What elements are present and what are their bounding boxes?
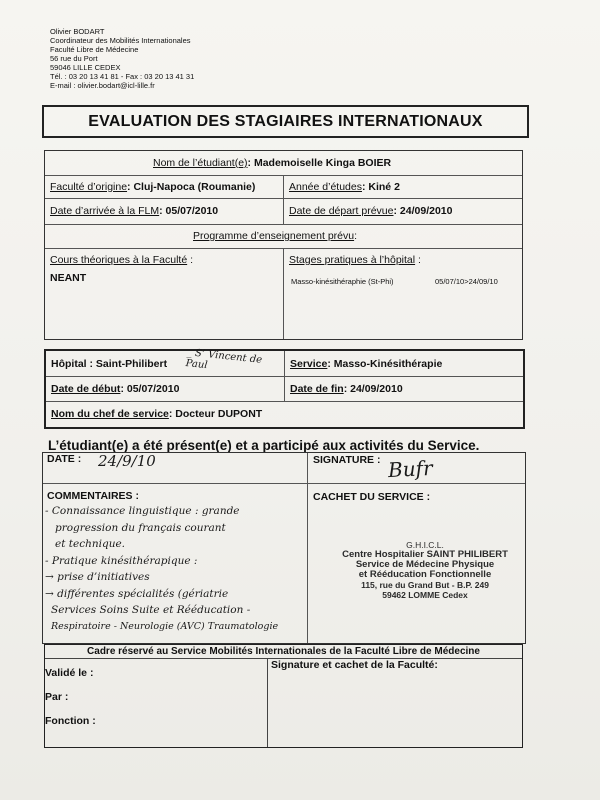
stamp-line: 59462 LOMME Cedex	[382, 590, 468, 600]
stamp-line: G.H.I.C.L.	[406, 540, 444, 550]
hospital-row	[46, 347, 523, 377]
sender-line: Olivier BODART	[50, 27, 105, 36]
internship-dates: 05/07/10>24/09/10	[435, 277, 498, 286]
program-colon: :	[354, 230, 358, 242]
program-label: Programme d’enseignement prévu	[193, 230, 355, 242]
hospital-label: Hôpital : Saint-Philibert	[51, 357, 168, 370]
divider	[283, 175, 284, 198]
departure-label: Date de départ prévue	[289, 205, 394, 217]
departure-cell	[289, 198, 452, 224]
date-handwritten: 24/9/10	[98, 452, 156, 470]
courses-value: NEANT	[50, 272, 87, 284]
divider	[284, 376, 285, 401]
sender-block	[50, 27, 194, 90]
hospital-cell	[51, 351, 167, 376]
student-name-row	[45, 151, 522, 176]
stamp-label: CACHET DU SERVICE :	[313, 491, 431, 503]
comment-line: Respiratoire - Neurologie (AVC) Traumatologie	[51, 620, 279, 632]
comments-handwritten	[45, 503, 345, 635]
divider	[283, 248, 284, 339]
divider	[267, 658, 268, 747]
chief-row	[46, 401, 523, 426]
presence-statement: L’étudiant(e) a été présent(e) et a participé aux activités du Service.	[48, 438, 480, 453]
comment-line: Services Soins Suite et Rééducation -	[51, 604, 251, 616]
comment-line: - Pratique kinésithérapique :	[45, 554, 198, 567]
by-label: Par :	[45, 691, 69, 703]
hospital-dates-row	[46, 376, 523, 402]
stamp-line: Service de Médecine Physique	[355, 559, 495, 570]
service-label: Service	[290, 357, 328, 370]
courses-cell	[50, 254, 193, 284]
comment-line: progression du français courant	[55, 521, 226, 534]
student-name-cell	[153, 151, 391, 175]
student-name-value: : Mademoiselle Kinga BOIER	[247, 157, 392, 169]
chief-label: Nom du chef de service	[51, 407, 169, 420]
program-row	[45, 224, 522, 249]
date-label: DATE :	[47, 453, 82, 465]
divider	[283, 198, 284, 224]
divider	[43, 483, 525, 484]
arrival-cell	[50, 198, 218, 224]
end-value: : 24/09/2010	[343, 382, 403, 395]
service-value: : Masso-Kinésithérapie	[327, 357, 443, 370]
faculty-signature-label: Signature et cachet de la Faculté:	[271, 659, 438, 671]
student-info-table	[44, 150, 523, 340]
start-label: Date de début	[51, 382, 121, 395]
service-cell	[290, 351, 442, 376]
service-stamp	[335, 540, 515, 600]
end-label: Date de fin	[290, 382, 344, 395]
arrival-value: : 05/07/2010	[159, 205, 219, 217]
student-name-label: Nom de l’étudiant(e)	[153, 157, 248, 169]
faculty-reserved-table	[44, 644, 523, 748]
year-value: : Kiné 2	[361, 180, 400, 193]
function-label: Fonction :	[45, 715, 96, 727]
courses-colon: :	[190, 254, 193, 266]
faculty-header-row	[45, 645, 522, 659]
dates-row	[45, 198, 522, 225]
stamp-line: et Rééducation Fonctionnelle	[358, 569, 492, 580]
comments-label: COMMENTAIRES :	[47, 490, 139, 502]
arrival-label: Date d’arrivée à la FLM	[50, 205, 160, 217]
sender-line: Tél. : 03 20 13 41 81 - Fax : 03 20 13 41 31	[50, 72, 195, 81]
faculty-cell	[50, 175, 255, 198]
start-cell	[51, 376, 179, 401]
faculty-row	[45, 175, 522, 199]
departure-value: : 24/09/2010	[393, 205, 453, 217]
sender-line: E-mail : olivier.bodart@icl-lille.fr	[50, 81, 155, 90]
sender-line: 56 rue du Port	[50, 54, 98, 63]
internships-label: Stages pratiques à l’hôpital	[289, 254, 416, 266]
sender-line: Coordinateur des Mobilités Internationales	[50, 36, 191, 45]
internships-cell	[289, 254, 421, 266]
comment-line: → prise d’initiatives	[45, 571, 150, 583]
chief-cell	[51, 401, 262, 426]
hospital-table	[44, 349, 525, 429]
hospital-handwritten-note: _ S’ Vincent de Paul	[185, 347, 263, 372]
courses-label: Cours théoriques à la Faculté	[50, 254, 188, 266]
divider	[284, 351, 285, 376]
comment-line: - Connaissance linguistique : grande	[45, 505, 240, 517]
validated-label: Validé le :	[45, 667, 94, 679]
stamp-line: Centre Hospitalier SAINT PHILIBERT	[342, 549, 508, 560]
sender-line: 59046 LILLE CEDEX	[50, 63, 121, 72]
stamp-line: 115, rue du Grand But - B.P. 249	[361, 580, 489, 590]
title-box	[42, 105, 529, 138]
end-cell	[290, 376, 403, 401]
start-value: : 05/07/2010	[120, 382, 180, 395]
sender-line: Faculté Libre de Médecine	[50, 45, 139, 54]
faculty-header: Cadre réservé au Service Mobilités Internationales de la Faculté Libre de Médecine	[87, 646, 480, 657]
signature-label: SIGNATURE :	[313, 454, 381, 466]
year-cell	[289, 175, 400, 198]
comment-line: et technique.	[55, 538, 126, 550]
form-title: EVALUATION DES STAGIAIRES INTERNATIONAUX	[88, 112, 483, 130]
internships-colon: :	[418, 254, 421, 266]
year-label: Année d’études	[289, 180, 362, 193]
program-cell	[193, 224, 357, 248]
internship-name: Masso-kinésithéraphie (St-Phi)	[291, 277, 394, 286]
signature-handwritten: Bufr	[387, 455, 434, 483]
faculty-value: : Cluj-Napoca (Roumanie)	[127, 180, 256, 193]
chief-value: : Docteur DUPONT	[168, 407, 263, 420]
comment-line: → différentes spécialités (gériatrie	[45, 587, 229, 600]
faculty-label: Faculté d’origine	[50, 180, 128, 193]
